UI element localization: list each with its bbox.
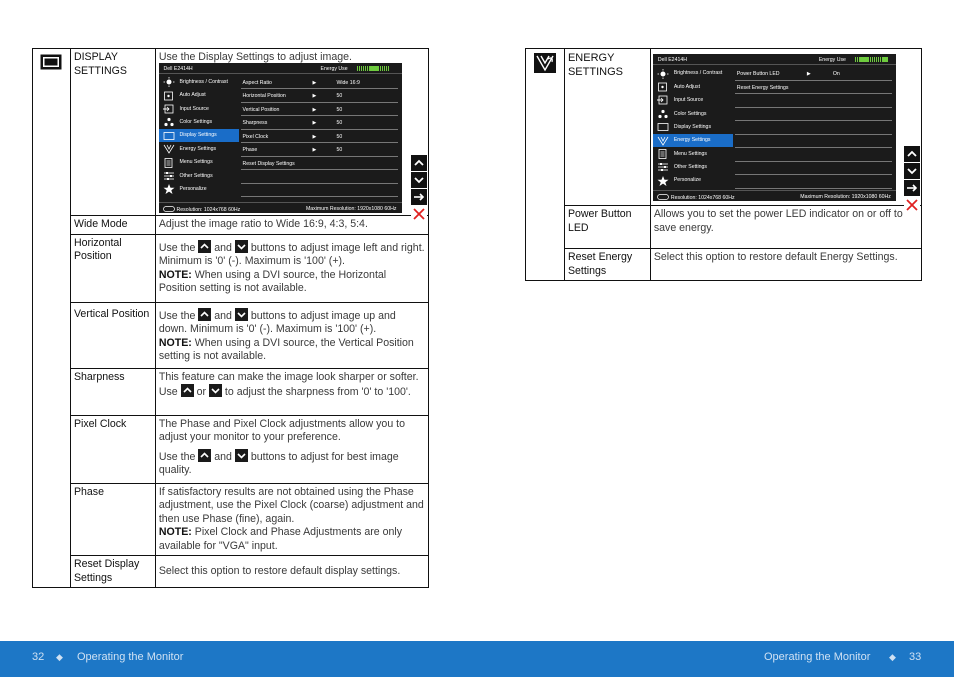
osd-menu <box>159 76 239 197</box>
osd-submenu-row <box>735 94 892 108</box>
auto-adjust-icon <box>657 82 669 92</box>
osd-setting-name: Sharpness <box>242 120 268 126</box>
osd-menu-item <box>653 107 733 120</box>
personalize-icon <box>163 184 175 194</box>
osd-footer <box>159 202 402 213</box>
energy-settings-label: ENERGY SETTINGS <box>564 49 650 206</box>
osd-menu-item-label: Menu Settings <box>673 150 708 157</box>
right-arrow-icon: ▶ <box>312 120 317 126</box>
osd-submenu <box>735 67 892 189</box>
menu-settings-icon <box>657 149 669 159</box>
osd-max-resolution: Maximum Resolution: 1920x1080 60Hz <box>305 205 397 212</box>
brightness-icon <box>657 69 669 79</box>
osd-setting-name: Power Button LED <box>736 71 780 77</box>
osd-menu-item-label: Brightness / Contrast <box>179 78 228 85</box>
osd-setting-value: 50 <box>336 147 343 153</box>
energy-settings-icon <box>534 53 556 78</box>
right-arrow-icon: ▶ <box>312 147 317 153</box>
display-icon <box>163 131 175 141</box>
vertical-position-description: Use the and buttons to adjust image up and down. Minimum is '0' (-). Maximum is '100' (+). NOTE: When using a DVI source, the Vertical Position setting is not available. <box>155 302 428 368</box>
osd-setting-name: Reset Energy Settings <box>736 84 789 91</box>
osd-submenu-row <box>241 184 398 198</box>
osd-menu-item <box>653 134 733 147</box>
close-icon <box>904 197 920 213</box>
osd-menu-item <box>159 156 239 169</box>
osd-setting-value: 50 <box>336 106 343 113</box>
right-arrow-icon: ▶ <box>312 79 317 86</box>
osd-mode-label: Energy Use <box>320 65 348 72</box>
osd-menu-item <box>159 102 239 115</box>
horizontal-position-description: Use the and buttons to adjust image left and right. Minimum is '0' (-). Maximum is '100' (+). NOTE: When using a DVI source, the Horizontal Position setting is not available. <box>155 234 428 302</box>
page-footer <box>0 641 954 677</box>
osd-menu-item <box>159 76 239 89</box>
osd-setting-value: On <box>832 71 840 77</box>
power-button-led-description: Allows you to set the power LED indicator on or off to save energy. <box>650 206 921 249</box>
osd-menu-item <box>653 161 733 174</box>
up-arrow-icon <box>411 155 427 171</box>
osd-menu-item-label: Display Settings <box>673 123 712 130</box>
osd-menu-item <box>653 94 733 107</box>
osd-header <box>159 63 402 74</box>
osd-menu-item <box>159 116 239 129</box>
osd-menu-item-label: Personalize <box>179 185 207 192</box>
up-key-icon <box>181 384 194 397</box>
osd-submenu-row <box>241 76 398 90</box>
osd-menu-item-label: Energy Settings <box>179 145 217 152</box>
enter-arrow-icon <box>904 180 920 196</box>
osd-submenu-row <box>241 89 398 103</box>
icon-column <box>526 49 565 281</box>
osd-submenu-row <box>735 148 892 162</box>
osd-menu-item-label: Personalize <box>673 177 701 184</box>
up-key-icon <box>198 240 211 253</box>
osd-menu-item-label: Auto Adjust <box>179 92 206 99</box>
enter-arrow-icon <box>411 189 427 205</box>
right-footer-title: Operating the Monitor <box>764 651 871 663</box>
osd-resolution: Resolution: 1024x768 60Hz <box>163 206 241 213</box>
right-page-number: 33 <box>909 651 922 663</box>
osd-footer <box>653 190 896 201</box>
osd-header <box>653 54 896 65</box>
energy-settings-cell <box>650 49 921 206</box>
display-settings-description: Use the Display Settings to adjust image. <box>158 51 352 63</box>
color-settings-icon <box>163 117 175 127</box>
wide-mode-label: Wide Mode <box>70 216 155 235</box>
osd-setting-value: 50 <box>336 120 343 126</box>
pixel-clock-description: The Phase and Pixel Clock adjustments allow you to adjust your monitor to your preference. Use the and buttons to adjust for best image quality. <box>155 415 428 483</box>
osd-submenu-row <box>735 121 892 135</box>
osd-menu-item-label: Other Settings <box>673 164 708 171</box>
osd-menu-item <box>159 129 239 142</box>
right-arrow-icon: ▶ <box>806 71 811 77</box>
osd-setting-value: 50 <box>336 133 343 140</box>
reset-display-settings-label: Reset Display Settings <box>70 556 155 588</box>
osd-menu-item-label: Auto Adjust <box>673 83 701 90</box>
reset-display-settings-description: Select this option to restore default display settings. <box>155 556 428 588</box>
input-source-icon <box>163 104 175 114</box>
close-icon <box>411 206 427 222</box>
power-button-led-label: Power Button LED <box>564 206 650 249</box>
phase-description: If satisfactory results are not obtained using the Phase adjustment, use the Pixel Clock (coarse) adjustment and then use Phase (fine), again. NOTE: Pixel Clock and Phase Adjustments are only available for "VGA" input. <box>155 483 428 556</box>
osd-submenu <box>241 76 398 198</box>
osd-submenu-row <box>241 170 398 184</box>
osd-setting-name: Horizontal Position <box>242 93 286 99</box>
osd-menu-item <box>653 174 733 187</box>
osd-menu-item-label: Other Settings <box>179 172 213 179</box>
osd-nav-buttons <box>411 155 427 223</box>
osd-setting-value: Wide 16:9 <box>336 79 360 86</box>
osd-submenu-row <box>241 103 398 117</box>
osd-setting-name: Pixel Clock <box>242 133 269 140</box>
osd-display-settings-screenshot <box>159 63 402 213</box>
input-source-icon <box>657 95 669 105</box>
right-arrow-icon: ▶ <box>312 106 317 113</box>
wide-mode-description: Adjust the image ratio to Wide 16:9, 4:3, 5:4. <box>155 216 428 235</box>
osd-submenu-row <box>735 67 892 81</box>
down-arrow-icon <box>411 172 427 188</box>
brightness-icon <box>163 77 175 87</box>
down-key-icon <box>235 308 248 321</box>
osd-energy-settings-screenshot <box>653 54 896 201</box>
osd-submenu-row <box>735 135 892 149</box>
osd-menu-item <box>159 142 239 155</box>
vertical-position-label: Vertical Position <box>70 302 155 368</box>
osd-menu-item <box>159 169 239 182</box>
osd-submenu-row <box>241 130 398 144</box>
osd-menu-item-label: Menu Settings <box>179 159 213 166</box>
osd-setting-name: Vertical Position <box>242 106 280 113</box>
horizontal-position-label: Horizontal Position <box>70 234 155 302</box>
left-footer-title: Operating the Monitor <box>77 651 184 663</box>
right-bullet-icon: ◆ <box>889 652 896 662</box>
osd-menu-item-label: Energy Settings <box>673 137 711 144</box>
osd-setting-value: 50 <box>336 93 343 99</box>
osd-submenu-row <box>735 162 892 176</box>
display-settings-table <box>32 48 429 588</box>
osd-menu-item-label: Input Source <box>673 97 704 104</box>
reset-energy-settings-description: Select this option to restore default Energy Settings. <box>650 249 921 281</box>
up-arrow-icon <box>904 146 920 162</box>
osd-menu-item <box>653 147 733 160</box>
down-key-icon <box>209 384 222 397</box>
phase-label: Phase <box>70 483 155 556</box>
energy-meter-icon <box>357 66 391 71</box>
left-page-number: 32 <box>32 651 45 663</box>
auto-adjust-icon <box>163 91 175 101</box>
osd-menu-item <box>653 67 733 80</box>
menu-settings-icon <box>163 158 175 168</box>
osd-menu-item <box>653 121 733 134</box>
icon-column <box>33 49 71 588</box>
osd-setting-name: Aspect Ratio <box>242 79 272 86</box>
display-settings-cell <box>155 49 428 216</box>
osd-menu-item <box>653 80 733 93</box>
other-settings-icon <box>657 162 669 172</box>
osd-model-name: Dell E2414H <box>657 57 687 63</box>
osd-menu-item-label: Color Settings <box>179 119 213 126</box>
down-key-icon <box>235 240 248 253</box>
right-arrow-icon: ▶ <box>312 93 317 99</box>
display-settings-label: DISPLAY SETTINGS <box>70 49 155 216</box>
osd-menu-item-label: Color Settings <box>673 110 707 117</box>
down-key-icon <box>235 449 248 462</box>
osd-nav-buttons <box>904 146 920 214</box>
osd-submenu-row <box>735 81 892 95</box>
osd-menu-item-label: Input Source <box>179 105 209 112</box>
energy-icon <box>657 136 669 146</box>
sharpness-description: This feature can make the image look sharper or softer. Use or to adjust the sharpness from '0' to '100'. <box>155 368 428 415</box>
color-settings-icon <box>657 109 669 119</box>
osd-submenu-row <box>241 157 398 171</box>
osd-submenu-row <box>241 116 398 130</box>
up-key-icon <box>198 449 211 462</box>
osd-mode-label: Energy Use <box>818 57 846 63</box>
display-settings-icon <box>40 54 62 75</box>
energy-meter-icon <box>855 57 889 62</box>
down-arrow-icon <box>904 163 920 179</box>
sharpness-label: Sharpness <box>70 368 155 415</box>
left-bullet-icon: ◆ <box>56 652 63 662</box>
energy-icon <box>163 144 175 154</box>
up-key-icon <box>198 308 211 321</box>
osd-max-resolution: Maximum Resolution: 1920x1080 60Hz <box>800 194 891 200</box>
osd-menu <box>653 67 733 188</box>
osd-menu-item-label: Brightness / Contrast <box>673 70 723 77</box>
personalize-icon <box>657 176 669 186</box>
osd-menu-item <box>159 89 239 102</box>
osd-model-name: Dell E2414H <box>163 65 193 72</box>
osd-setting-name: Reset Display Settings <box>242 160 295 167</box>
pixel-clock-label: Pixel Clock <box>70 415 155 483</box>
osd-resolution: Resolution: 1024x768 60Hz <box>657 194 735 201</box>
osd-menu-item-label: Display Settings <box>179 132 217 139</box>
right-arrow-icon: ▶ <box>312 133 317 140</box>
osd-submenu-row <box>241 143 398 157</box>
display-icon <box>657 122 669 132</box>
osd-submenu-row <box>735 175 892 189</box>
energy-settings-table <box>525 48 922 281</box>
other-settings-icon <box>163 171 175 181</box>
osd-submenu-row <box>735 108 892 122</box>
osd-menu-item <box>159 183 239 196</box>
osd-setting-name: Phase <box>242 147 258 153</box>
reset-energy-settings-label: Reset Energy Settings <box>564 249 650 281</box>
